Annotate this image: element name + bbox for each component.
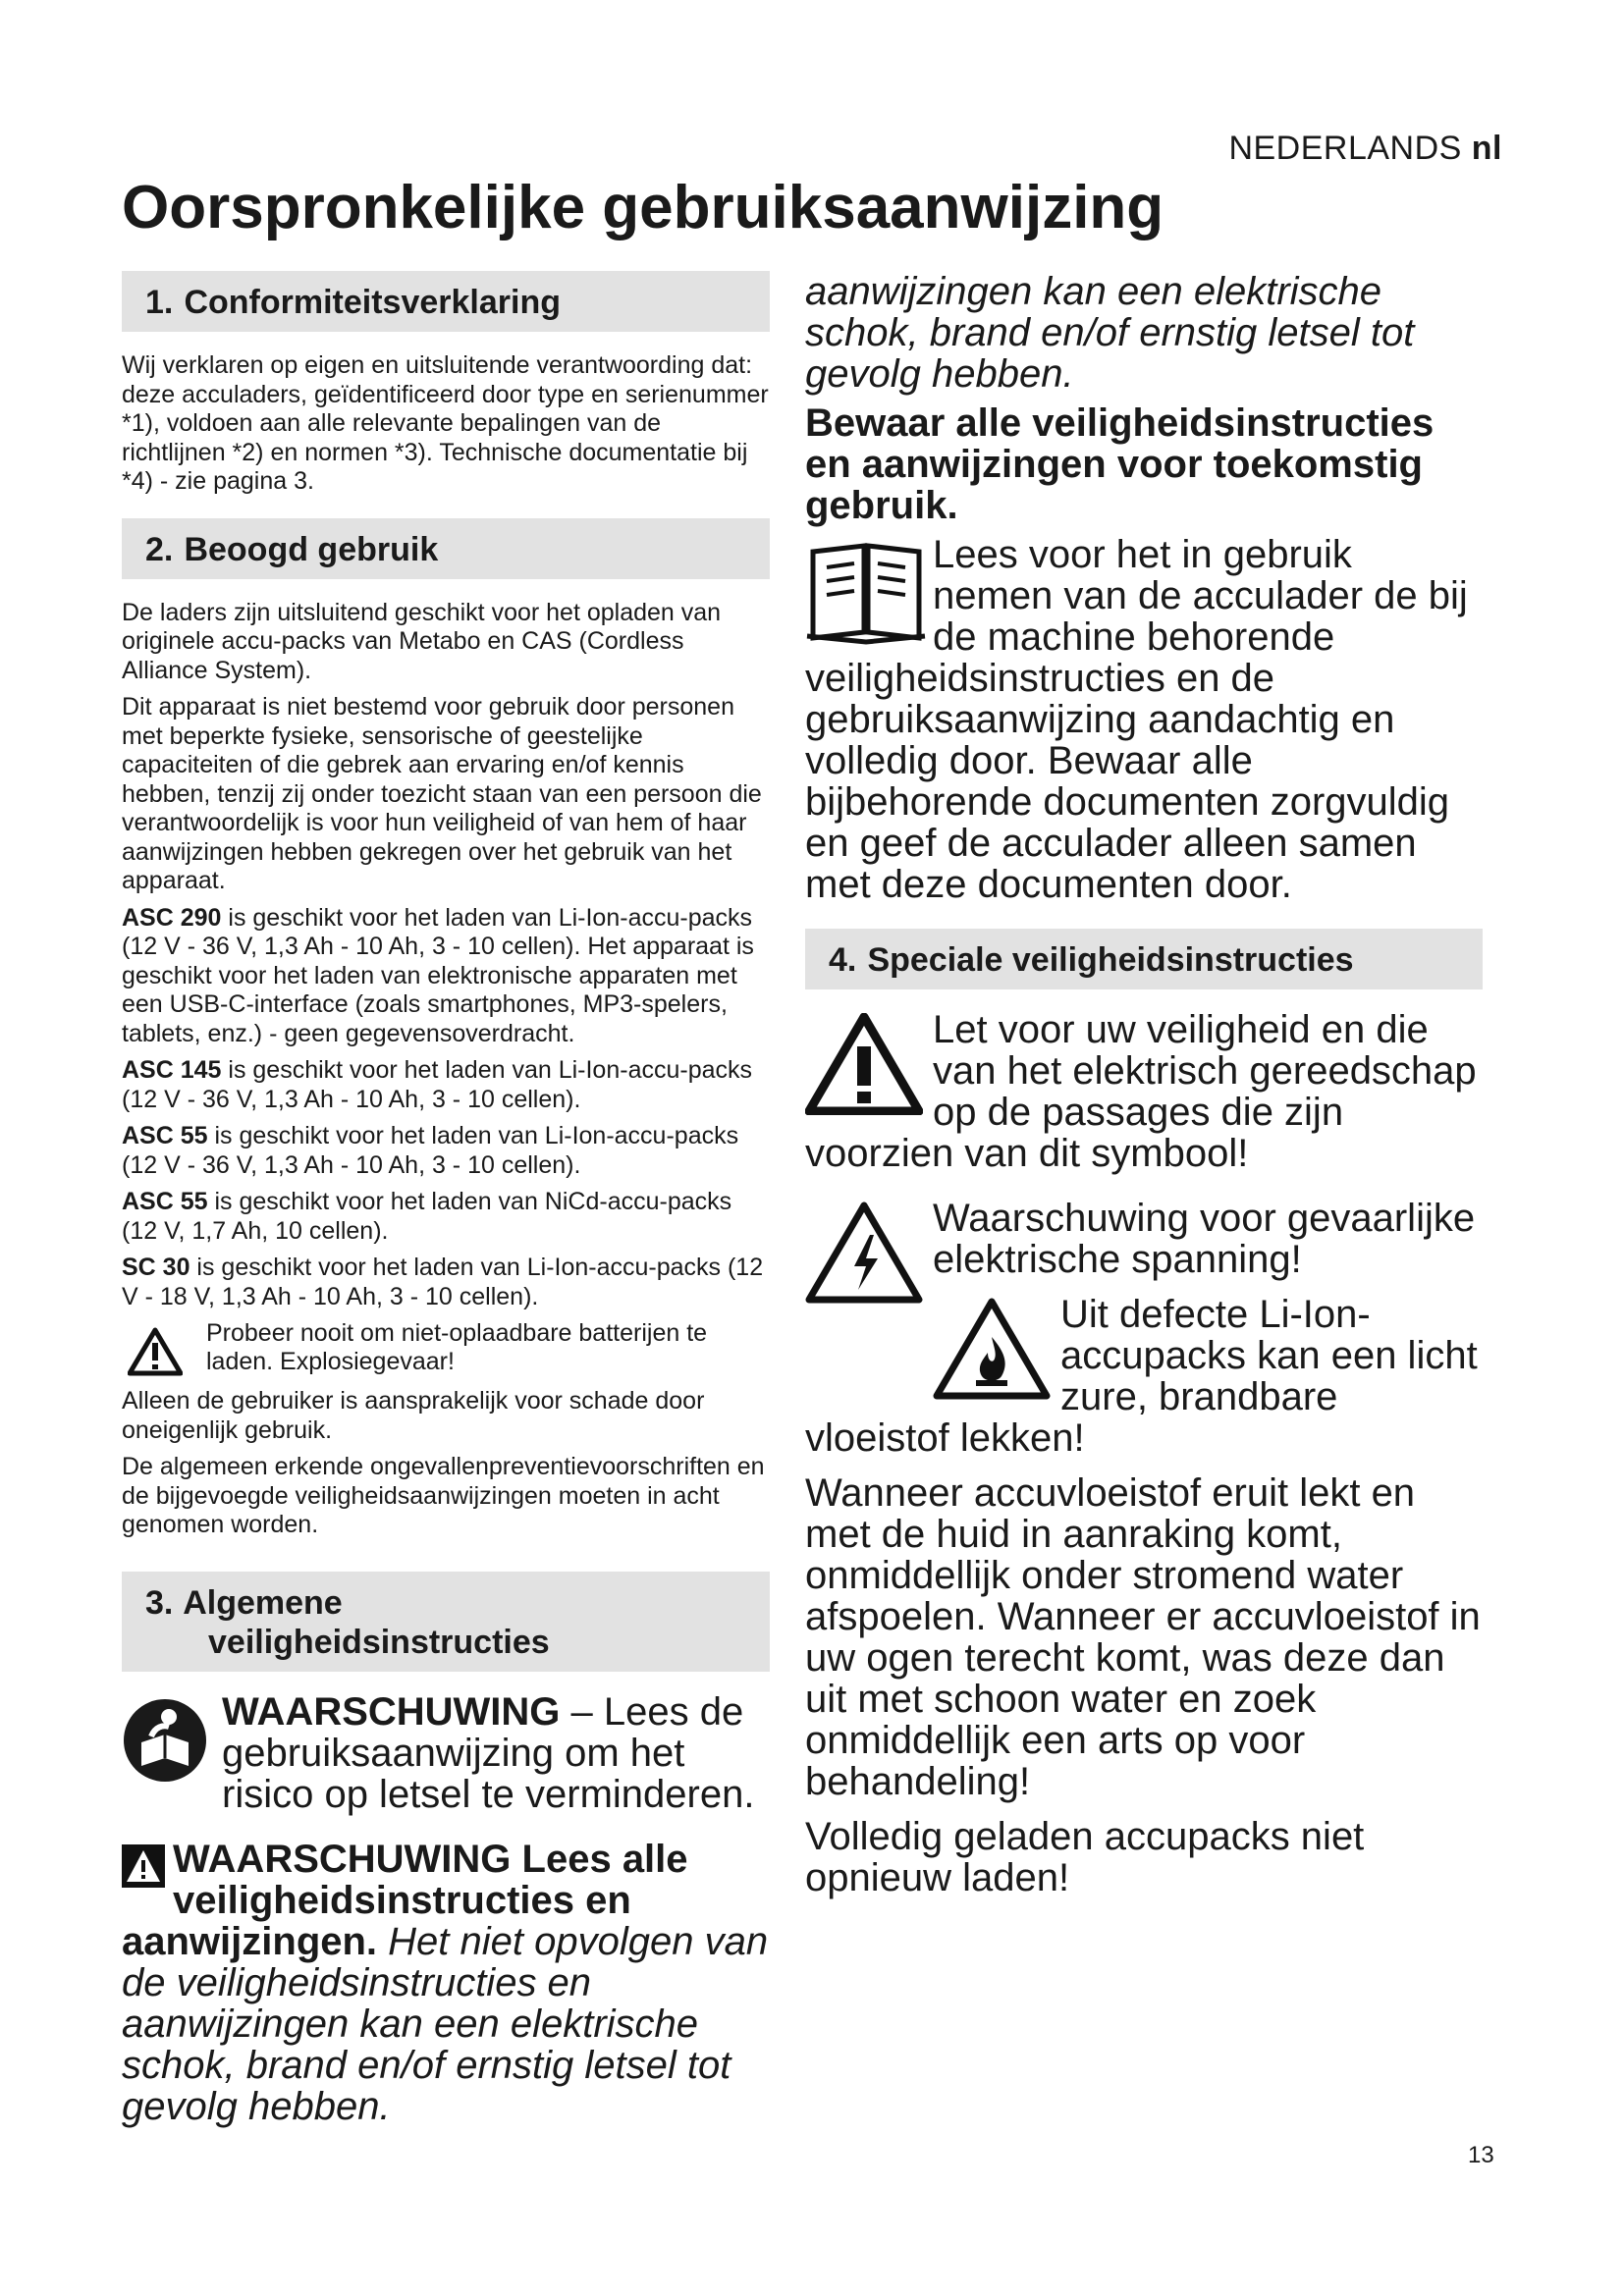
section-1-heading: 1. Conformiteitsverklaring [122, 271, 770, 332]
section-2-heading: 2. Beoogd gebruik [122, 518, 770, 579]
read-manual-icon [122, 1697, 208, 1791]
page-number: 13 [1468, 2142, 1494, 2168]
language-code: nl [1471, 130, 1502, 167]
page-title: Oorspronkelijke gebruiksaanwijzing [122, 174, 1164, 241]
model-asc55-nicd: ASC 55 is geschikt voor het laden van NiCd-accu-packs (12 V, 1,7 Ah, 10 cellen). [122, 1188, 732, 1245]
leak-warning: Uit defecte Li-Ion-accupacks kan een licht zure, brandbare vloeistof lekken! [805, 1293, 1478, 1460]
section-4-heading: 4. Speciale veiligheidsinstructies [805, 929, 1483, 989]
electric-hazard-icon [805, 1201, 923, 1311]
flammable-icon [933, 1298, 1051, 1408]
keep-instructions: Bewaar alle veiligheidsinstructies en aanwijzingen voor toekomstig gebruik. [805, 401, 1435, 527]
conformity-text: Wij verklaren op eigen en uitsluitende verantwoording dat: deze acculaders, geïdentificeerd door type en serienummer *1), voldoen aan alle relevante bepalingen van de richtlijnen *2) en normen *3). Technische documentatie bij *4) - zie pagina 3. [122, 351, 769, 495]
section-3-heading: 3. Algemene veiligheidsinstructies [122, 1572, 770, 1672]
explosion-warning: Probeer nooit om niet-oplaadbare batterijen te laden. Explosiegevaar! [122, 1319, 770, 1383]
model-asc55-liion: ASC 55 is geschikt voor het laden van Li-Ion-accu-packs (12 V - 36 V, 1,3 Ah - 10 Ah, 3 - 10 cellen). [122, 1122, 739, 1179]
regulations-text: De algemeen erkende ongevallenpreventievoorschriften en de bijgevoegde veiligheidsaanwijzingen moeten in acht genomen worden. [122, 1453, 765, 1538]
warning-continued: aanwijzingen kan een elektrische schok, brand en/of ernstig letsel tot gevolg hebben. [805, 270, 1415, 396]
model-sc30: SC 30 is geschikt voor het laden van Li-Ion-accu-packs (12 V - 18 V, 1,3 Ah - 10 Ah, 3 - 10 cellen). [122, 1254, 764, 1310]
language-name: NEDERLANDS [1228, 130, 1462, 167]
voltage-warning: Waarschuwing voor gevaarlijke elektrische spanning! [805, 1198, 1483, 1280]
right-column [805, 271, 1483, 1898]
symbol-note: Let voor uw veiligheid en die van het elektrisch gereedschap op de passages die zijn voorzien van dit symbool! [805, 1008, 1477, 1175]
intended-use-p2: Dit apparaat is niet bestemd voor gebruik door personen met beperkte fysieke, sensorische of geestelijke capaciteiten of die gebrek aan ervaring en/of kennis hebben, tenzij zij onder toezicht staan van een persoon die verantwoordelijk is voor hun veiligheid of van hem of haar aanwijzingen hebben gekregen over het gebruik van het apparaat. [122, 693, 762, 894]
intended-use-p1: De laders zijn uitsluitend geschikt voor het opladen van originele accu-packs van Metabo en CAS (Cordless Alliance System). [122, 598, 722, 684]
no-recharge-text: Volledig geladen accupacks niet opnieuw laden! [805, 1815, 1365, 1899]
model-asc290: ASC 290 is geschikt voor het laden van Li-Ion-accu-packs (12 V - 36 V, 1,3 Ah - 10 Ah, 3 - 10 cellen). Het apparaat is geschikt voor het laden van elektronische apparaten met een USB-C-interface (zoals smartphones, MP3-spelers, tablets, enz.) - geen gegevensoverdracht. [122, 903, 754, 1047]
read-manual-warning: WAARSCHUWING – Lees de gebruiksaanwijzing om het risico op letsel te verminderen. [122, 1691, 770, 1815]
language-header [1080, 130, 1502, 168]
exclamation-warning-icon [805, 1013, 923, 1123]
warning-icon [122, 1844, 165, 1896]
warning-triangle-icon [128, 1327, 183, 1383]
read-all-warning: WAARSCHUWING Lees alle veiligheidsinstructies en aanwijzingen. Het niet opvolgen van de veiligheidsinstructies en aanwijzingen kan een elektrische schok, brand en/of ernstig letsel tot gevolg hebben. [122, 1837, 769, 2128]
read-before-use: Lees voor het in gebruik nemen van de acculader de bij de machine behorende veiligheidsinstructies en de gebruiksaanwijzing aandachtig en volledig door. Bewaar alle bijbehorende documenten zorgvuldig en geef de acculader alleen samen met deze documenten door. [805, 533, 1468, 906]
liability-text: Alleen de gebruiker is aansprakelijk voor schade door oneigenlijk gebruik. [122, 1387, 705, 1444]
book-icon [805, 538, 927, 654]
left-column [122, 271, 770, 2127]
fluid-contact-text: Wanneer accuvloeistof eruit lekt en met de huid in aanraking komt, onmiddellijk onder stromend water afspoelen. Wanneer er accuvloeistof in uw ogen terecht komt, was deze dan uit met schoon water en zoek onmiddellijk een arts op voor behandeling! [805, 1471, 1481, 1803]
model-asc145: ASC 145 is geschikt voor het laden van Li-Ion-accu-packs (12 V - 36 V, 1,3 Ah - 10 Ah, 3 - 10 cellen). [122, 1056, 753, 1113]
